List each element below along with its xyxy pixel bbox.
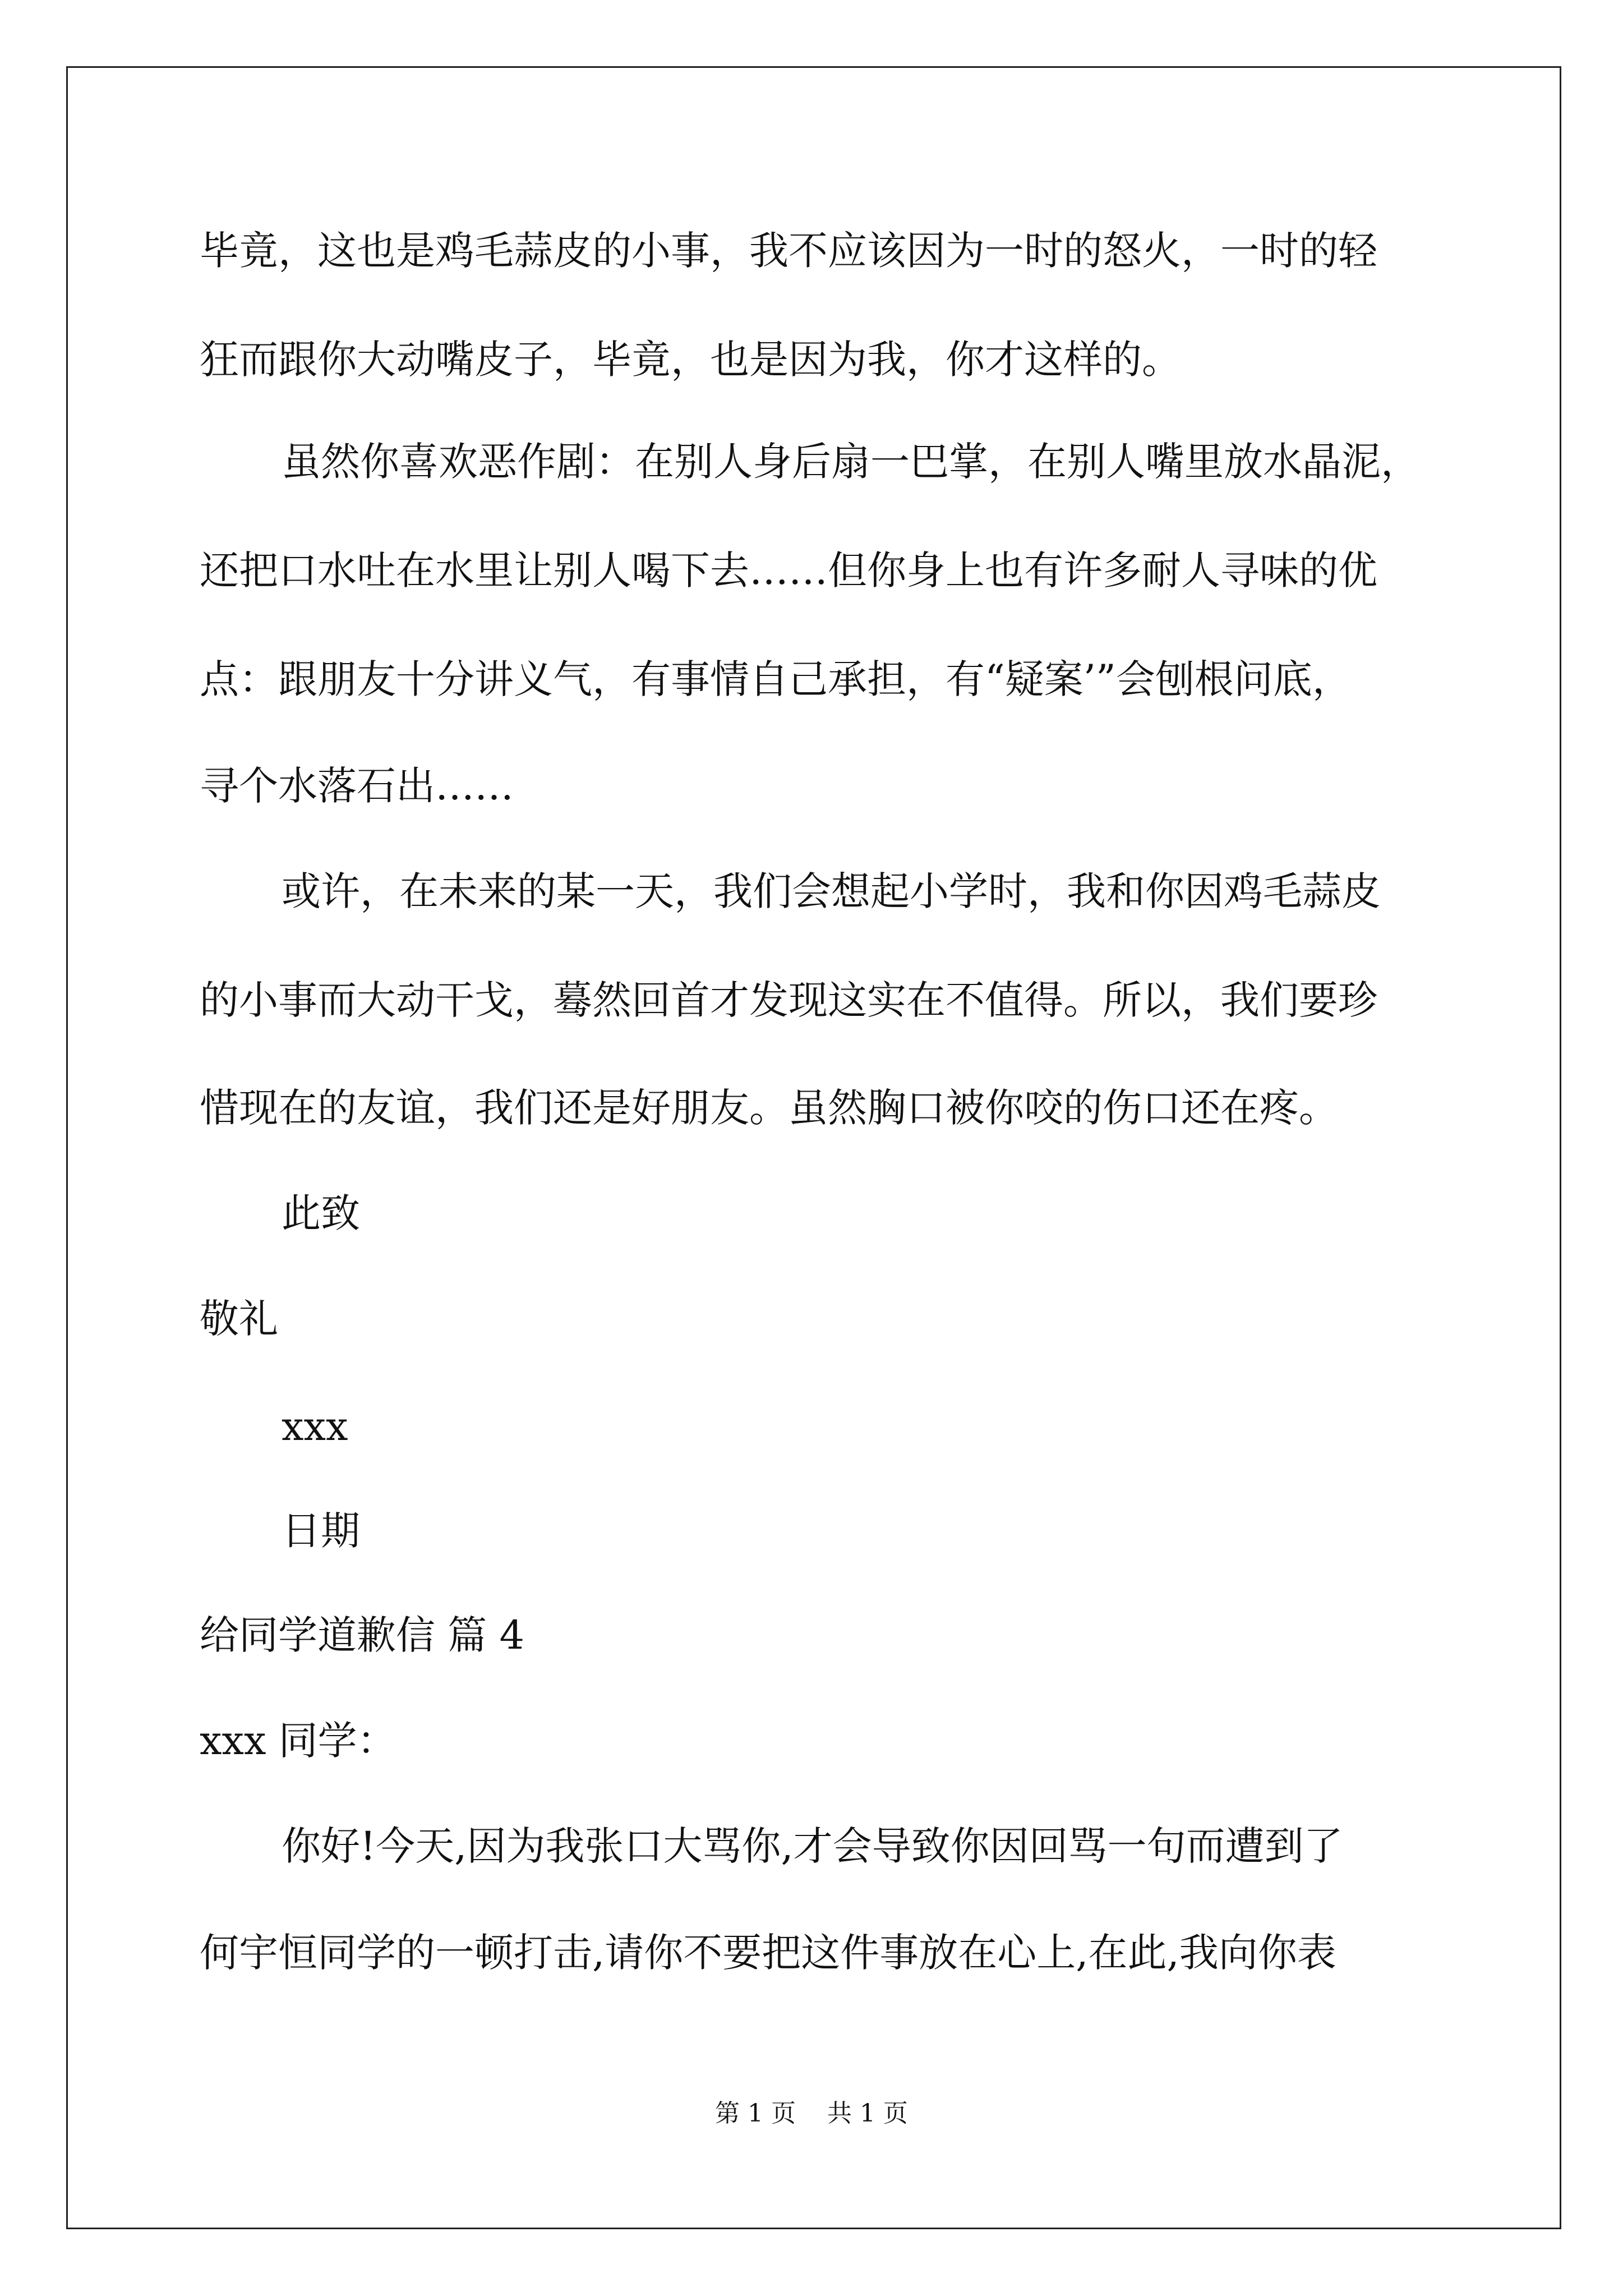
page-frame <box>66 66 1561 2229</box>
paragraph-line: 点：跟朋友十分讲义气，有事情自己承担，有“疑案’”会刨根问底， <box>200 656 1352 702</box>
paragraph-line: 何宇恒同学的一顿打击,请你不要把这件事放在心上,在此,我向你表 <box>200 1930 1336 1976</box>
closing-line: 此致 <box>282 1190 360 1236</box>
paragraph-line: 或许，在未来的某一天，我们会想起小学时，我和你因鸡毛蒜皮 <box>282 868 1381 914</box>
paragraph-line: 毕竟，这也是鸡毛蒜皮的小事，我不应该因为一时的怒火，一时的轻 <box>200 228 1377 274</box>
paragraph-line: 虽然你喜欢恶作剧：在别人身后扇一巴掌，在别人嘴里放水晶泥， <box>282 439 1420 485</box>
paragraph-line: 狂而跟你大动嘴皮子，毕竟，也是因为我，你才这样的。 <box>200 337 1181 383</box>
paragraph-line: 你好!今天,因为我张口大骂你,才会导致你因回骂一句而遭到了 <box>282 1823 1343 1869</box>
paragraph-line: 寻个水落石出…… <box>200 763 514 809</box>
salutation-line: xxx 同学： <box>200 1718 396 1764</box>
signature-line: xxx <box>282 1404 348 1450</box>
page-footer: 第 1 页 共 1 页 <box>715 2099 908 2128</box>
paragraph-line: 还把口水吐在水里让别人喝下去……但你身上也有许多耐人寻味的优 <box>200 547 1377 593</box>
section-heading: 给同学道歉信 篇 4 <box>200 1612 525 1658</box>
date-line: 日期 <box>282 1508 360 1554</box>
paragraph-line: 的小事而大动干戈，蓦然回首才发现这实在不值得。所以，我们要珍 <box>200 977 1377 1023</box>
paragraph-line: 惜现在的友谊，我们还是好朋友。虽然胸口被你咬的伤口还在疼。 <box>200 1085 1338 1131</box>
salute-line: 敬礼 <box>200 1296 278 1342</box>
